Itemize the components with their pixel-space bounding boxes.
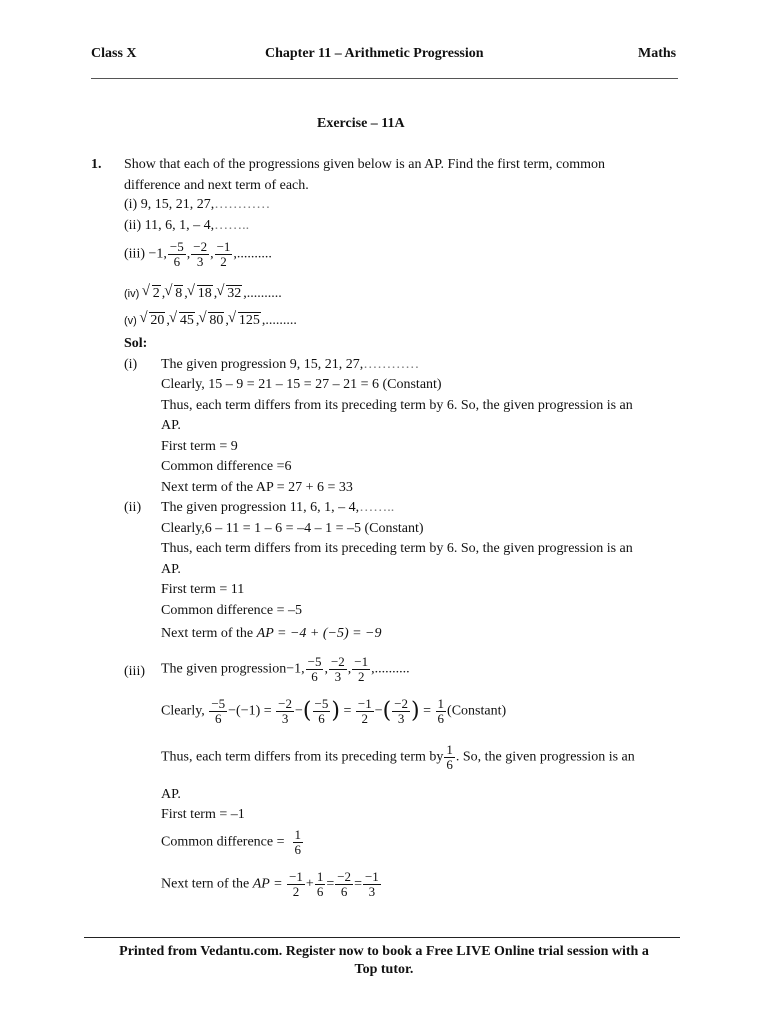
sol-i-next-term: Next term of the AP = 27 + 6 = 33 bbox=[161, 480, 353, 495]
sol-iii-clearly: Clearly, $\frac{-5}{6}$ −(−1) = $\frac{-2}{3}$ −( $\frac{-5}{6}$ ) = $\frac{-1}{2}$ −( $\frac{-2}{3}$ ) = $\frac{1}{6}$ (Constant) bbox=[161, 696, 507, 726]
sol-i-line2: Clearly, 15 – 9 = 21 – 15 = 27 – 21 = 6 (Constant) bbox=[161, 377, 442, 392]
footer-line2: Top tutor. bbox=[354, 962, 414, 977]
sol-iii-label: (iii) bbox=[124, 664, 145, 679]
sol-i-line3: Thus, each term differs from its preceding term by 6. So, the given progression is an bbox=[161, 398, 633, 413]
header-rule bbox=[91, 78, 678, 79]
sol-label: Sol: bbox=[124, 336, 148, 351]
header-chapter: Chapter 11 – Arithmetic Progression bbox=[265, 46, 484, 61]
sol-i-common-diff: Common difference =6 bbox=[161, 459, 292, 474]
sol-i-line4: AP. bbox=[161, 418, 181, 433]
sol-ii-line2: Clearly,6 – 11 = 1 – 6 = –4 – 1 = –5 (Constant) bbox=[161, 521, 424, 536]
footer-line1: Printed from Vedantu.com. Register now to book a Free LIVE Online trial session with a bbox=[119, 944, 649, 959]
header-class: Class X bbox=[91, 46, 137, 61]
part-i: (i) 9, 15, 21, 27,………… bbox=[124, 197, 271, 212]
sol-ii-line4: AP. bbox=[161, 562, 181, 577]
question-number: 1. bbox=[91, 157, 102, 172]
sol-iii-line1: The given progression−1, $\frac{-5}{6}$ , $\frac{-2}{3}$ , $\frac{-1}{2}$ ,.......... bbox=[161, 654, 410, 684]
footer-rule bbox=[84, 937, 680, 938]
question-text-line2: difference and next term of each. bbox=[124, 178, 309, 193]
header-subject: Maths bbox=[638, 46, 677, 61]
sol-iii-ap: AP. bbox=[161, 787, 181, 802]
exercise-title: Exercise – 11A bbox=[317, 116, 405, 131]
sol-i-label: (i) bbox=[124, 357, 138, 372]
sol-iii-thus: Thus, each term differs from its preceding term by $\frac{1}{6}$ . So, the given progression is an bbox=[161, 742, 635, 772]
sol-ii-line1: The given progression 11, 6, 1, – 4,…….. bbox=[161, 500, 395, 515]
sol-ii-line3: Thus, each term differs from its preceding term by 6. So, the given progression is an bbox=[161, 541, 633, 556]
sol-i-first-term: First term = 9 bbox=[161, 439, 238, 454]
sol-iii-first-term: First term = –1 bbox=[161, 807, 245, 822]
part-v: (v) √ 20 ,√ 45 ,√ 80 ,√ 125 ,......... bbox=[124, 312, 297, 330]
sol-iii-common-diff: Common difference = $\frac{1}{6}$ bbox=[161, 827, 301, 857]
question-text-line1: Show that each of the progressions given below is an AP. Find the first term, common bbox=[124, 157, 605, 172]
part-ii: (ii) 11, 6, 1, – 4,…….. bbox=[124, 218, 250, 233]
sol-ii-next-term: Next term of the AP = −4 + (−5) = −9 bbox=[161, 626, 382, 641]
part-iv: (iv) √ 2 ,√ 8 ,√ 18 ,√ 32 ,.......... bbox=[124, 285, 282, 303]
sol-iii-next-term: Next tern of the AP = $\frac{-1}{2}$ + $\frac{1}{6}$ = $\frac{-2}{6}$ = $\frac{-1}{3}$ bbox=[161, 869, 379, 899]
sol-i-line1: The given progression 9, 15, 21, 27,………… bbox=[161, 357, 420, 372]
sol-ii-first-term: First term = 11 bbox=[161, 582, 245, 597]
sol-ii-common-diff: Common difference = –5 bbox=[161, 603, 302, 618]
part-iii: (iii) −1, $\frac{-5}{6}$ , $\frac{-2}{3}$ , $\frac{-1}{2}$ ,.......... bbox=[124, 239, 272, 269]
sol-ii-label: (ii) bbox=[124, 500, 142, 515]
